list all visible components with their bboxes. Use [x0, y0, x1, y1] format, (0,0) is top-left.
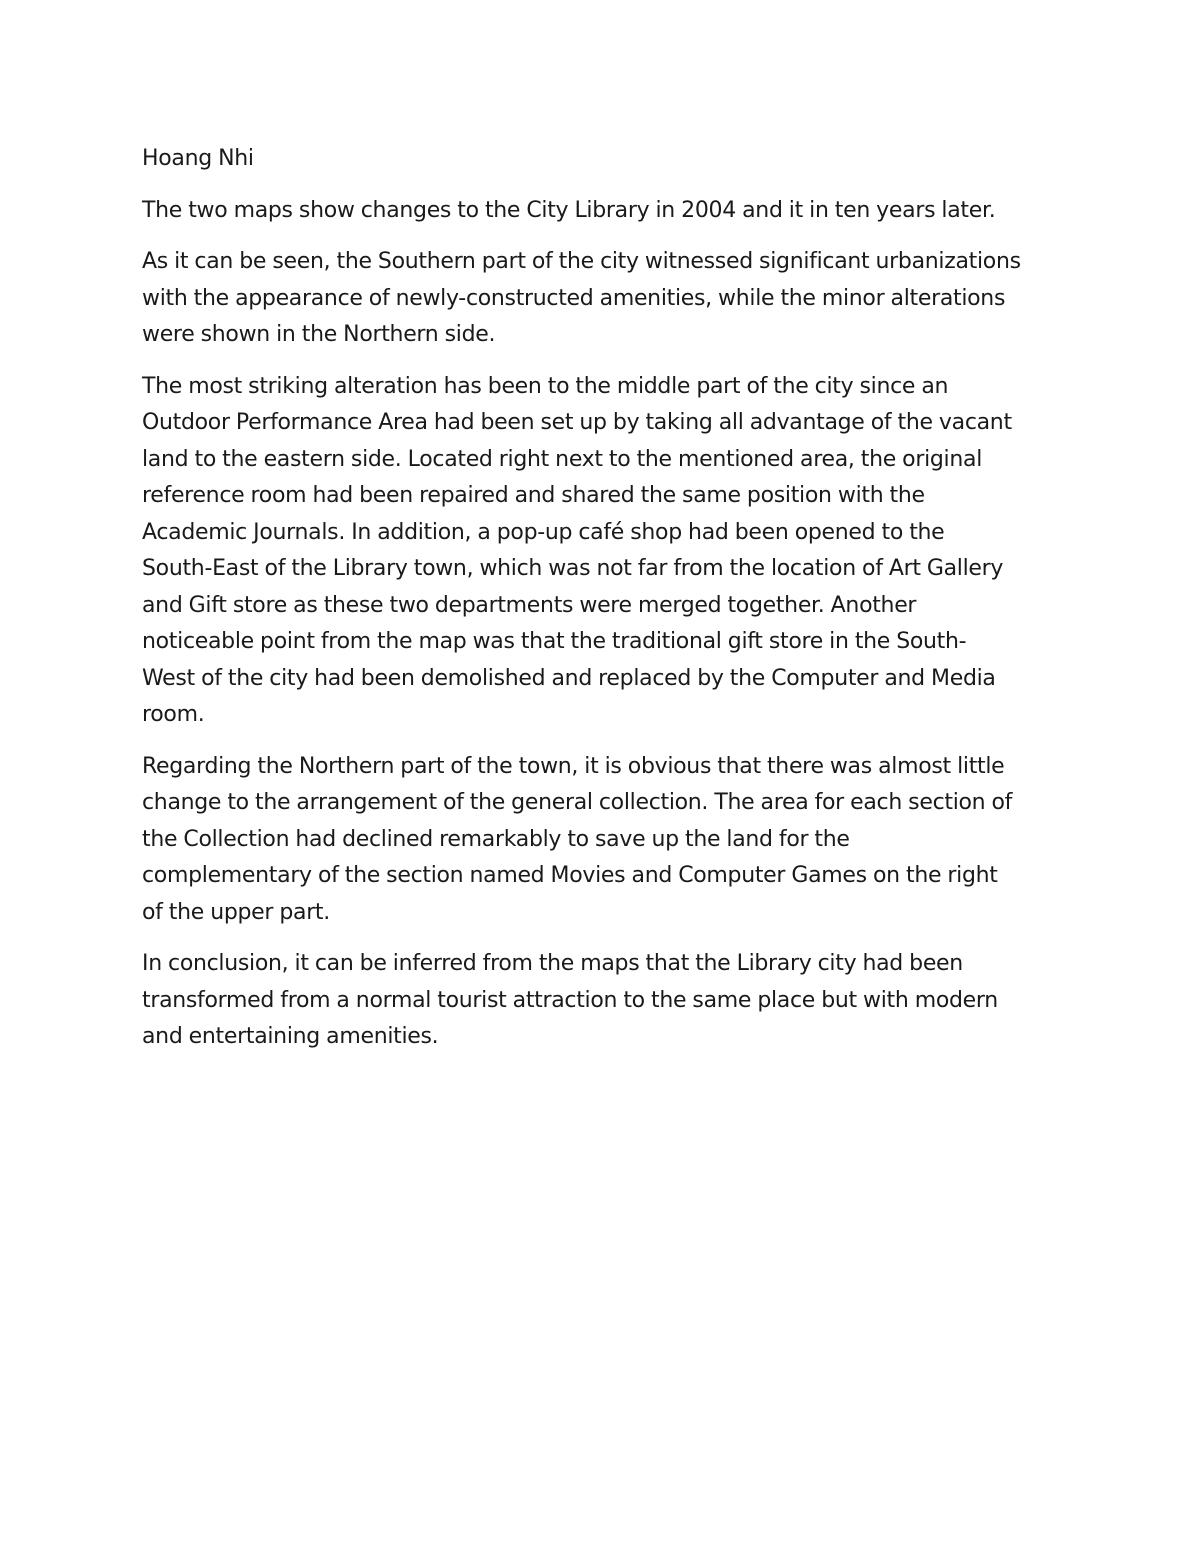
paragraph-body-north: Regarding the Northern part of the town, it is obvious that there was almost little change to the arrangement of the general collection. The area for each section of the Collection had declined remarkably to save up the land for the complementary of the section named Movies and Computer Games on the right of the upper part. [142, 753, 1013, 925]
paragraph-body-south: The most striking alteration has been to the middle part of the city since an Outdoor Performance Area had been set up by taking all advantage of the vacant land to the eastern side. Located right next to the mentioned area, the original reference room had been repaired and shared the same position with the Academic Journals. In addition, a pop-up café shop had been opened to the South-East of the Library town, which was not far from the location of Art Gallery and Gift store as these two departments were merged together. Another noticeable point from the map was that the traditional gift store in the South- West of the city had been demolished and replaced by the Computer and Media room. [142, 373, 1012, 727]
paragraph-conclusion: In conclusion, it can be inferred from the maps that the Library city had been transformed from a normal tourist attraction to the same place but with modern and entertaining amenities. [142, 951, 998, 1049]
author-name: Hoang Nhi [142, 146, 254, 171]
paragraph-overview: As it can be seen, the Southern part of the city witnessed significant urbanizations with the appearance of newly-constructed amenities, while the minor alterations were shown in the Northern side. [142, 249, 1021, 347]
document-body[interactable] [142, 141, 1062, 1071]
paragraph-intro: The two maps show changes to the City Library in 2004 and it in ten years later. [142, 197, 996, 223]
